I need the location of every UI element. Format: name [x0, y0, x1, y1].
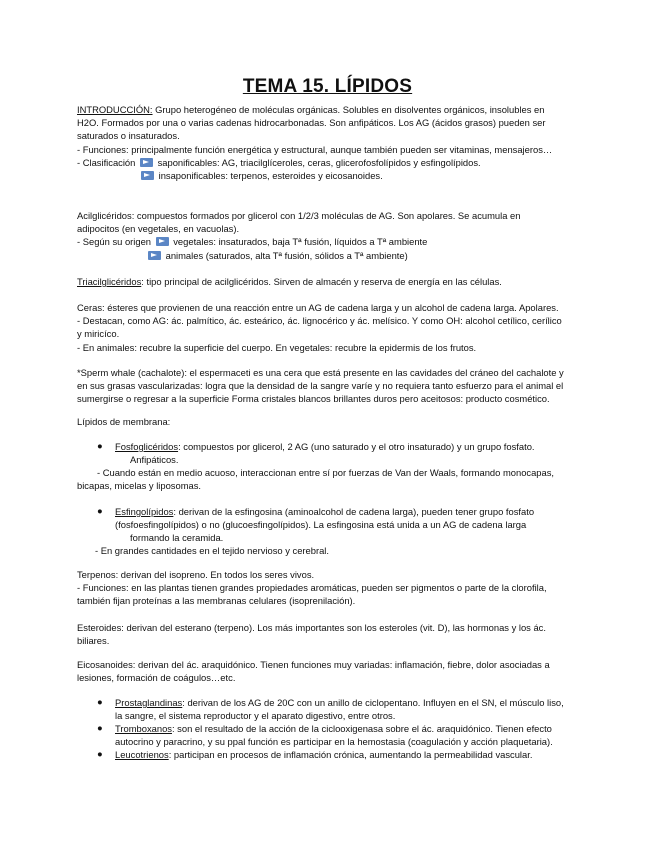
esfingolipidos-item: [115, 505, 615, 545]
intro-line-5: - Clasificación saponificables: AG, triacilglíceroles, ceras, glicerofosfolípidos y esfingolípidos.: [77, 156, 481, 168]
esteroides-line-2: biliares.: [77, 635, 110, 647]
triacilgliceridos-section: [77, 275, 577, 288]
intro-section: [77, 103, 577, 182]
bullet: ●: [97, 696, 103, 707]
fosfo-line-2: Anfipáticos.: [130, 454, 179, 466]
ceras-line-4: - En animales: recubre la superficie del cuerpo. En vegetales: recubre la epidermis de los frutos.: [77, 341, 477, 353]
tromboxanos-item: [115, 722, 615, 748]
fosfogliceridos-note: [77, 466, 577, 492]
ceras-section: [77, 301, 577, 354]
acil-line-2: adipocitos (en vegetales, en vacuolas).: [77, 223, 240, 235]
ceras-line-2: - Destacan, como AG: ác. palmítico, ác. esteárico, ác. lignocérico y ác. melísico. Y como OH: alcohol cetílico, cerílico: [77, 315, 562, 327]
fosfogliceridos-item: [115, 440, 615, 466]
esfin-line-1: Esfingolípidos: derivan de la esfingosina (aminoalcohol de cadena larga), pueden tener grupo fosfato: [115, 506, 535, 517]
page-title: TEMA 15. LÍPIDOS: [242, 76, 413, 97]
acilgliceridos-section: [77, 209, 577, 262]
sperm-line-2: en sus grasas vascularizadas: logra que la densidad de la sangre varíe y no requiera tanto esfuerzo para el animal el: [77, 380, 564, 392]
intro-line-4: - Funciones: principalmente función energética y estructural, aunque también pueden ser vitaminas, mensajeros…: [77, 143, 553, 155]
tria-label: Triacilglicéridos: [77, 276, 142, 287]
tria-line: Triacilglicéridos: tipo principal de acilglicéridos. Sirven de almacén y reserva de energía en las células.: [77, 276, 502, 287]
arrow-right-icon: [140, 158, 153, 167]
trom-line-2: autocrino y paracrino, y su ppal función es participar en la hemostasia (coagulación y acción plaquetaria).: [115, 736, 553, 748]
esteroides-section: [77, 621, 577, 647]
prost-line-1: Prostaglandinas: derivan de los AG de 20C con un anillo de ciclopentano. Influyen en el SN, el músculo liso,: [115, 697, 564, 708]
leucotrienos-item: [115, 748, 615, 761]
sperm-whale-section: [77, 366, 577, 406]
membrana-heading: Lípidos de membrana:: [77, 416, 171, 427]
bullet: ●: [97, 722, 103, 733]
ceras-line-3: y miricíco.: [77, 328, 120, 340]
intro-line-1: INTRODUCCIÓN: Grupo heterogéneo de moléculas orgánicas. Solubles en disolventes orgánicos, insolubles en: [77, 104, 545, 115]
fosfo-line-3: - Cuando están en medio acuoso, interaccionan entre sí por fuerzas de Van der Waals, formando monocapas,: [97, 467, 555, 478]
terpenos-line-3: también fijan proteínas a las membranas celulares (isoprenilación).: [77, 595, 356, 607]
acil-line-1: Acilglicéridos: compuestos formados por glicerol con 1/2/3 moléculas de AG. Son apolares. Se acumula en: [77, 210, 521, 221]
acil-line-3: - Según su origen vegetales: insaturados, baja Tª fusión, líquidos a Tª ambiente: [77, 236, 428, 248]
eicosanoides-section: [77, 658, 577, 684]
bullet: ●: [97, 505, 103, 516]
arrow-right-icon: [148, 251, 161, 260]
leuc-line-1: Leucotrienos: participan en procesos de inflamación crónica, aumentando la permeabilidad vascular.: [115, 749, 533, 760]
prostaglandinas-item: [115, 696, 615, 722]
eico-line-1: Eicosanoides: derivan del ác. araquidónico. Tienen funciones muy variadas: inflamación, fiebre, dolor asociadas a: [77, 659, 550, 670]
bullet: ●: [97, 440, 103, 451]
trom-label: Tromboxanos: [115, 723, 172, 734]
esfin-line-2: (fosfoesfingolípidos) o no (glucoesfingolípidos). La esfingosina está unida a un AG de cadena larga: [115, 519, 527, 531]
terpenos-line-1: Terpenos: derivan del isopreno. En todos los seres vivos.: [77, 569, 315, 580]
esfingolipidos-note: [77, 544, 577, 557]
arrow-right-icon: [141, 171, 154, 180]
esfin-line-3: formando la ceramida.: [130, 532, 224, 544]
intro-label: INTRODUCCIÓN:: [77, 104, 153, 115]
acil-line-4: animales (saturados, alta Tª fusión, sólidos a Tª ambiente): [77, 249, 577, 262]
fosfo-label: Fosfoglicéridos: [115, 441, 179, 452]
fosfo-line-4: bicapas, micelas y liposomas.: [77, 480, 202, 492]
prost-label: Prostaglandinas: [115, 697, 183, 708]
sperm-line-1: *Sperm whale (cachalote): el espermaceti es una cera que está presente en las cavidades del cráneo del cachalote y: [77, 367, 564, 378]
intro-line-2: H2O. Formados por una o varias cadenas hidrocarbonadas. Son anfipáticos. Los AG (ácidos grasos) pueden ser: [77, 117, 546, 129]
arrow-right-icon: [156, 237, 169, 246]
terpenos-line-2: - Funciones: en las plantas tienen grandes propiedades aromáticas, pueden ser pigmentos o parte de la clorofila,: [77, 582, 547, 594]
prost-line-2: la sangre, el sistema reproductor y el aparato digestivo, entre otros.: [115, 710, 396, 722]
trom-line-1: Tromboxanos: son el resultado de la acción de la ciclooxigenasa sobre el ác. araquidónico. Tienen efecto: [115, 723, 552, 734]
esfin-label: Esfingolípidos: [115, 506, 174, 517]
eico-line-2: lesiones, formación de coágulos…etc.: [77, 672, 236, 684]
intro-line-3: saturados o insaturados.: [77, 130, 180, 142]
esteroides-line-1: Esteroides: derivan del esterano (terpeno). Los más importantes son los esteroles (vit. D), las hormonas y los ác.: [77, 622, 546, 633]
bullet: ●: [97, 748, 103, 759]
intro-line-6: insaponificables: terpenos, esteroides y eicosanoides.: [77, 169, 577, 182]
sperm-line-3: sumergirse o regresar a la superficie Forma cristales blancos brillantes duros pero aceitosos: producto cosmético.: [77, 393, 550, 405]
ceras-line-1: Ceras: ésteres que provienen de una reacción entre un AG de cadena larga y un alcohol de cadena larga. Apolares.: [77, 302, 559, 313]
leuc-label: Leucotrienos: [115, 749, 169, 760]
esfin-line-4: - En grandes cantidades en el tejido nervioso y cerebral.: [95, 545, 329, 556]
terpenos-section: [77, 568, 577, 608]
fosfo-line-1: Fosfoglicéridos: compuestos por glicerol, 2 AG (uno saturado y el otro insaturado) y un grupo fosfato.: [115, 441, 535, 452]
